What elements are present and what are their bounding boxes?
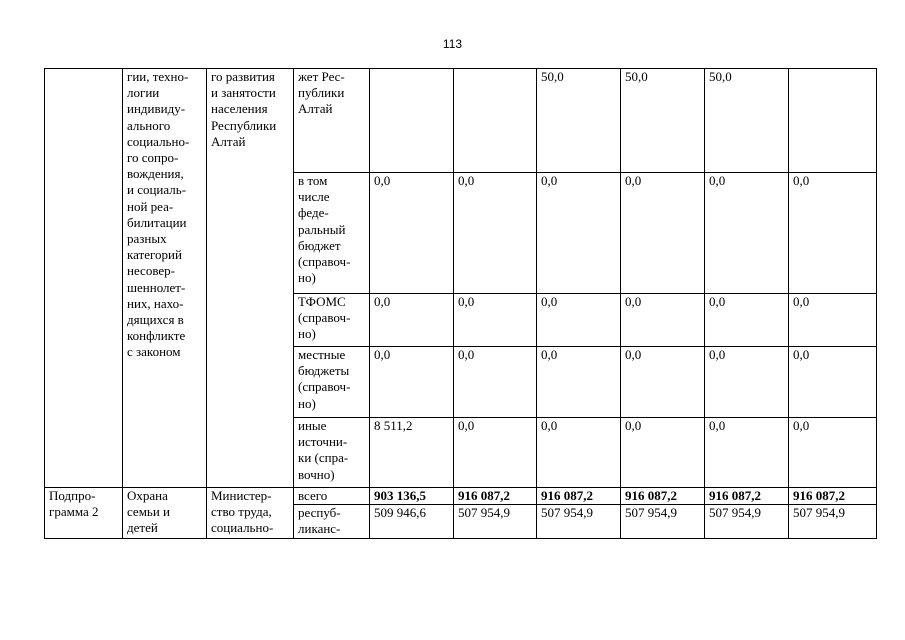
value-cell: 0,0 <box>537 347 621 418</box>
value-cell: 0,0 <box>454 347 537 418</box>
value-cell: 0,0 <box>621 418 705 488</box>
funding-source-cell: жет Рес- публики Алтай <box>294 69 370 173</box>
value-cell: 0,0 <box>537 294 621 347</box>
value-cell: 0,0 <box>370 347 454 418</box>
col1-blank <box>45 69 123 488</box>
value-cell: 507 954,9 <box>537 505 621 539</box>
value-cell <box>454 69 537 173</box>
value-cell: 0,0 <box>454 294 537 347</box>
value-cell: 0,0 <box>705 173 789 294</box>
total-value-cell: 916 087,2 <box>789 488 877 505</box>
value-cell: 507 954,9 <box>705 505 789 539</box>
value-cell: 50,0 <box>621 69 705 173</box>
value-cell: 507 954,9 <box>621 505 705 539</box>
funding-source-cell: респуб- ликанс- <box>294 505 370 539</box>
value-cell: 0,0 <box>454 173 537 294</box>
funding-source-cell: в том числе феде- ральный бюджет (справоч- но) <box>294 173 370 294</box>
funding-source-cell: ТФОМС (справоч- но) <box>294 294 370 347</box>
value-cell: 0,0 <box>454 418 537 488</box>
value-cell: 0,0 <box>537 418 621 488</box>
value-cell: 50,0 <box>705 69 789 173</box>
budget-table <box>44 68 877 539</box>
total-value-cell: 916 087,2 <box>454 488 537 505</box>
value-cell: 8 511,2 <box>370 418 454 488</box>
value-cell: 509 946,6 <box>370 505 454 539</box>
value-cell: 0,0 <box>370 173 454 294</box>
value-cell: 0,0 <box>705 294 789 347</box>
value-cell: 0,0 <box>705 418 789 488</box>
value-cell: 0,0 <box>621 294 705 347</box>
subprogram-cell: Подпро- грамма 2 <box>45 488 123 539</box>
total-value-cell: 916 087,2 <box>705 488 789 505</box>
value-cell: 0,0 <box>789 347 877 418</box>
funding-source-cell: иные источни- ки (спра- вочно) <box>294 418 370 488</box>
table-row <box>45 488 877 505</box>
total-value-cell: 916 087,2 <box>621 488 705 505</box>
total-value-cell: 903 136,5 <box>370 488 454 505</box>
value-cell <box>370 69 454 173</box>
executor-cell: Министер- ство труда, социально- <box>207 488 294 539</box>
value-cell: 0,0 <box>789 294 877 347</box>
value-cell: 50,0 <box>537 69 621 173</box>
value-cell <box>789 69 877 173</box>
value-cell: 0,0 <box>537 173 621 294</box>
value-cell: 0,0 <box>621 173 705 294</box>
value-cell: 0,0 <box>621 347 705 418</box>
funding-source-cell: всего <box>294 488 370 505</box>
funding-source-cell: местные бюджеты (справоч- но) <box>294 347 370 418</box>
total-value-cell: 916 087,2 <box>537 488 621 505</box>
value-cell: 0,0 <box>789 173 877 294</box>
value-cell: 507 954,9 <box>789 505 877 539</box>
table-row <box>45 69 877 173</box>
subprogram-name-cell: Охрана семьи и детей <box>123 488 207 539</box>
value-cell: 0,0 <box>789 418 877 488</box>
measure-name-cell: гии, техно- логии индивиду- ального социально- го сопро- вождения, и социаль- ной реа- билитации разных категорий несовер- шеннолет- них, нахо- дящихся в конфликте с законом <box>123 69 207 488</box>
executor-cell: го развития и занятости населения Республики Алтай <box>207 69 294 488</box>
value-cell: 0,0 <box>370 294 454 347</box>
value-cell: 0,0 <box>705 347 789 418</box>
value-cell: 507 954,9 <box>454 505 537 539</box>
page-number: 113 <box>442 37 463 51</box>
